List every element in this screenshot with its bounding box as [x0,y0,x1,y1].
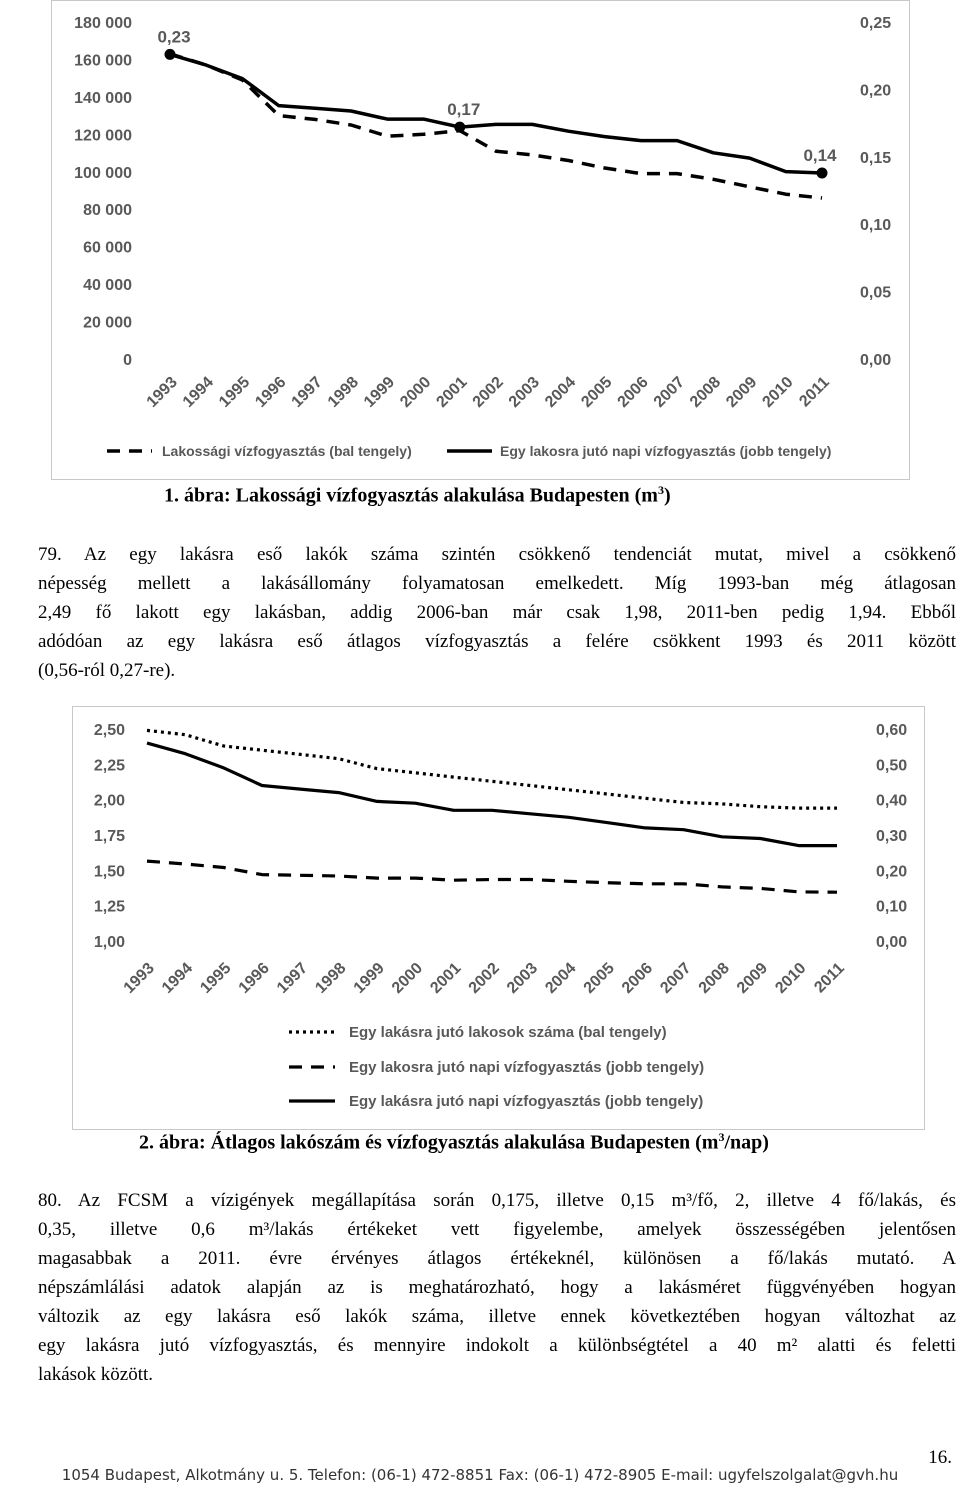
x-tick-label: 2009 [733,959,772,997]
chart-water-consumption [51,0,910,480]
figure-2-caption-sup: 3 [718,1130,725,1144]
x-tick-label: 2000 [397,373,435,411]
series-line-1 [147,730,837,808]
x-tick-label: 1994 [179,373,218,411]
paragraph-79-line: népesség mellett a lakásállomány folyamatosan emelkedett. Míg 1993-ban még átlagosan [38,573,956,594]
y-right-tick-label: 0,20 [876,863,908,881]
figure-1-caption-end: ) [663,484,671,507]
chart-water-consumption-svg [52,1,909,479]
paragraph-79-line: 2,49 fő lakott egy lakásban, addig 2006-ban már csak 1,98, 2011-ben pedig 1,94. Ebből [38,602,956,623]
y-left-tick-label: 1,25 [93,898,125,916]
y-right-tick-label: 0,00 [860,352,892,369]
y-right-tick-label: 0,10 [876,898,908,916]
x-tick-label: 2004 [542,373,580,411]
y-right-tick-label: 0,15 [860,149,892,167]
series-line-2 [170,54,822,173]
x-tick-label: 1998 [312,959,350,997]
x-tick-label: 2007 [650,373,688,411]
chart-household-size-svg [73,707,924,1129]
x-tick-label: 2011 [796,373,833,411]
figure-2-caption-text: 2. ábra: Átlagos lakószám és vízfogyasztás alakulása Budapesten (m [139,1131,719,1154]
data-point-marker [165,49,176,60]
x-tick-label: 1997 [273,959,312,997]
x-tick-label: 2008 [686,373,725,411]
y-right-tick-label: 0,05 [860,284,892,302]
y-left-tick-label: 140 000 [74,89,132,107]
x-tick-label: 2000 [388,959,427,997]
y-right-tick-label: 0,50 [876,757,908,775]
y-left-tick-label: 1,75 [93,828,125,845]
x-tick-label: 2006 [614,373,652,411]
y-left-tick-label: 0 [123,352,132,369]
figure-1-caption-text: 1. ábra: Lakossági vízfogyasztás alakulása Budapesten (m [164,484,658,507]
paragraph-80-line: változik az egy lakásra eső lakók száma, illetve ennek következtében hogyan változhat az [38,1306,956,1327]
footer-contact: 1054 Budapest, Alkotmány u. 5. Telefon: (06-1) 472-8851 Fax: (06-1) 472-8905 E-mail: ugyfelszolgalat@gvh.hu [61,1466,899,1484]
paragraph-80-line: magasabbak a 2011. évre érvényes átlagos értékeknél, különösen a fő/lakás mutató. A [38,1248,956,1269]
y-right-tick-label: 0,10 [860,217,892,235]
y-left-tick-label: 80 000 [83,202,132,220]
paragraph-79 [38,540,956,685]
y-right-tick-label: 0,30 [876,828,908,845]
x-tick-label: 2002 [465,959,503,997]
y-left-tick-label: 60 000 [83,239,132,257]
legend-label: Egy lakásra jutó lakosok száma (bal tengely) [349,1024,667,1041]
y-left-tick-label: 40 000 [83,277,132,295]
x-tick-label: 1996 [252,373,290,411]
data-label: 0,14 [803,145,837,165]
x-tick-label: 2001 [433,373,471,411]
legend-label: Lakossági vízfogyasztás (bal tengely) [162,443,412,459]
x-tick-label: 1995 [216,373,254,411]
x-tick-label: 1994 [158,959,197,997]
x-tick-label: 1993 [143,373,181,411]
y-left-tick-label: 20 000 [83,314,132,332]
x-tick-label: 2003 [503,959,542,997]
paragraph-80-line: egy lakásra jutó vízfogyasztás, és mennyire indokolt a különbségtétel a 40 m² alatti és feletti [38,1335,956,1356]
x-tick-label: 1995 [197,959,235,997]
series-line-3 [147,743,837,846]
data-label: 0,23 [157,27,191,47]
y-right-tick-label: 0,00 [876,934,908,951]
y-right-tick-label: 0,40 [876,792,908,810]
y-right-tick-label: 0,60 [876,722,908,739]
paragraph-79-line: adódóan az egy lakásra eső átlagos vízfogyasztás a felére csökkent 1993 és 2011 között [38,631,956,652]
y-left-tick-label: 1,00 [93,934,125,951]
data-label: 0,17 [447,100,481,120]
paragraph-80 [38,1186,956,1389]
y-left-tick-label: 160 000 [74,52,132,70]
y-left-tick-label: 180 000 [74,15,132,32]
x-tick-label: 2005 [580,959,618,997]
x-tick-label: 1999 [350,959,388,997]
y-left-tick-label: 2,25 [93,757,125,775]
x-tick-label: 2001 [427,959,465,997]
data-point-marker [817,167,828,178]
legend-label: Egy lakosra jutó napi vízfogyasztás (jobb tengely) [500,443,832,459]
x-tick-label: 1998 [324,373,362,411]
page-number: 16. [928,1447,952,1468]
x-tick-label: 2004 [542,959,580,997]
x-tick-label: 2010 [759,373,797,411]
x-tick-label: 2010 [772,959,810,997]
y-right-tick-label: 0,20 [860,82,892,100]
x-tick-label: 1999 [360,373,399,411]
x-tick-label: 2005 [578,373,616,411]
x-tick-label: 2002 [469,373,507,411]
y-right-tick-label: 0,25 [860,15,892,32]
x-tick-label: 2008 [695,959,733,997]
y-left-tick-label: 120 000 [74,127,132,145]
x-tick-label: 1996 [235,959,273,997]
y-left-tick-label: 1,50 [93,863,125,881]
paragraph-80-line: népszámlálási adatok alapján az is meghatározható, hogy a lakásméret függvényében hogyan [38,1277,956,1298]
series-line-2 [147,861,837,892]
figure-1-caption [164,483,671,508]
paragraph-79-line: 79. Az egy lakásra eső lakók száma szintén csökkenő tendenciát mutat, mivel a csökkenő [38,544,956,565]
x-tick-label: 2006 [618,959,657,997]
figure-2-caption-end: /nap) [724,1131,769,1154]
paragraph-80-line: lakások között. [38,1364,154,1385]
paragraph-80-line: 0,35, illetve 0,6 m³/lakás értékeket vett figyelembe, amelyek összességében jelentősen [38,1219,956,1240]
chart-household-size [72,706,925,1130]
figure-1-caption-sup: 3 [657,483,664,497]
paragraph-80-line: 80. Az FCSM a vízigények megállapítása során 0,175, illetve 0,15 m³/fő, 2, illetve 4 fő/lakás, és [38,1190,956,1211]
x-tick-label: 2009 [723,373,761,411]
figure-2-caption [139,1130,769,1155]
y-left-tick-label: 2,00 [93,792,125,810]
x-tick-label: 2011 [811,959,848,997]
data-point-marker [454,122,465,133]
x-tick-label: 2003 [505,373,544,411]
x-tick-label: 2007 [657,959,695,997]
x-tick-label: 1993 [120,959,158,997]
y-left-tick-label: 100 000 [74,164,132,182]
y-left-tick-label: 2,50 [93,722,125,739]
legend-label: Egy lakásra jutó napi vízfogyasztás (jobb tengely) [349,1093,704,1110]
paragraph-79-line: (0,56-ról 0,27-re). [38,660,176,681]
legend-label: Egy lakosra jutó napi vízfogyasztás (jobb tengely) [349,1059,705,1076]
x-tick-label: 1997 [288,373,326,411]
